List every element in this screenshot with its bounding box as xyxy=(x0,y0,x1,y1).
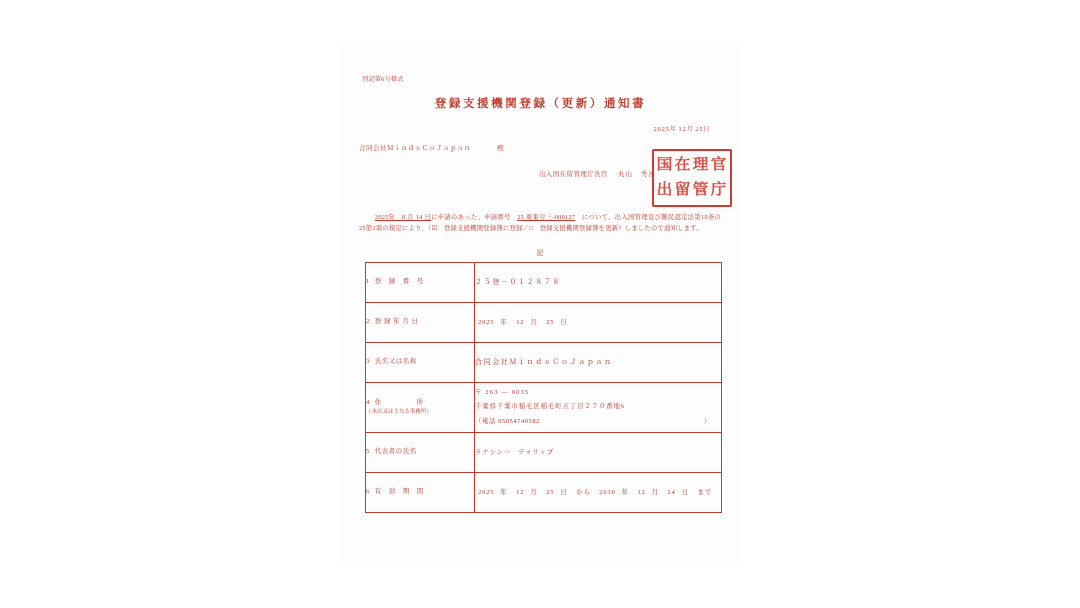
form-number: 別記第6号様式 xyxy=(362,76,404,83)
issue-date xyxy=(654,125,710,134)
row-label-registration-number xyxy=(366,263,475,303)
period-from-day: 25 xyxy=(546,488,555,496)
row-sublabel-text: （本店又は主たる事務所） xyxy=(366,409,432,416)
issue-date-day: 25 xyxy=(695,126,704,133)
row-label-text: 氏名又は名称 xyxy=(374,358,417,366)
telephone-line xyxy=(475,416,721,428)
seal-char-4: 出 xyxy=(657,182,673,198)
checkbox-registered-label: 登録支援機関登録簿に登録 xyxy=(443,225,523,233)
seal-characters xyxy=(656,153,728,203)
period-to-year-unit: 年 xyxy=(621,488,629,496)
row-label-name xyxy=(366,343,475,383)
row-label-address xyxy=(366,383,475,433)
table-row xyxy=(366,263,722,303)
checkbox-updated[interactable]: □ xyxy=(529,225,534,233)
table-row xyxy=(366,303,722,343)
telephone-label: （電話 xyxy=(475,417,496,425)
seal-char-5: 留 xyxy=(675,182,691,198)
row-number: 2 xyxy=(366,318,370,326)
checkbox-updated-label: 登録支援機関登録簿を更新 xyxy=(539,225,619,233)
row-number: 4 xyxy=(366,399,370,407)
row-label-representative xyxy=(366,433,475,473)
table-row xyxy=(366,383,722,433)
row-value-address xyxy=(475,383,722,433)
issue-date-day-unit: 日 xyxy=(703,126,710,133)
issue-date-month-unit: 月 xyxy=(686,126,694,133)
issuer-line xyxy=(539,170,656,180)
reg-date-day-unit: 日 xyxy=(560,318,568,326)
seal-char-0: 国 xyxy=(657,157,673,173)
official-seal-stamp xyxy=(652,149,732,207)
address-line: 千葉県千葉市稲毛区稲毛町五丁目２７０番地6 xyxy=(475,403,625,411)
seal-char-6: 管 xyxy=(693,182,709,198)
period-from-year-unit: 年 xyxy=(500,488,508,496)
row-value-valid-period xyxy=(475,473,722,513)
notification-document xyxy=(343,44,738,564)
telephone-close: ） xyxy=(704,417,711,425)
telephone-number: 05054740582 xyxy=(498,417,540,425)
postal-dash: — xyxy=(501,389,509,397)
page-title: 登録支援機関登録（更新）通知書 xyxy=(434,98,647,110)
registration-table xyxy=(365,262,722,513)
period-from-day-unit: 日 xyxy=(560,488,568,496)
period-from-suffix: から xyxy=(576,488,591,496)
application-number: 25 東東労三-000127 xyxy=(517,214,576,221)
period-from-month: 12 xyxy=(516,488,525,496)
row-label-text: 登 録 番 号 xyxy=(374,278,424,286)
law-reference: 出入国管理及び難民認定法第19条の25第2項の規定により xyxy=(359,214,722,233)
seal-char-2: 理 xyxy=(693,157,709,173)
row-value-registration-number: ２５登－０１２８７８ xyxy=(475,263,722,303)
row-label-text: 代表者の氏名 xyxy=(374,448,417,456)
row-label-text: 有 効 期 間 xyxy=(374,488,424,496)
reg-date-month-unit: 月 xyxy=(530,318,538,326)
row-number: 1 xyxy=(366,278,370,286)
reg-date-month: 12 xyxy=(516,318,525,326)
seal-char-1: 在 xyxy=(675,157,691,173)
seal-char-7: 庁 xyxy=(711,182,727,198)
ki-marker: 記 xyxy=(536,249,545,257)
period-to-day-unit: 日 xyxy=(681,488,689,496)
row-label-text: 住 所 xyxy=(374,399,424,407)
row-label-valid-period xyxy=(366,473,475,513)
period-to-suffix: まで xyxy=(697,488,713,496)
issuer-name: 丸山 秀治 xyxy=(618,171,656,178)
addressee-line xyxy=(359,144,504,154)
row-number: 6 xyxy=(366,488,370,496)
reg-date-year: 2025 xyxy=(478,318,495,326)
period-to-month-unit: 月 xyxy=(651,488,659,496)
addressee-name: 合同会社ＭｉｎｄｓＣｏＪａｐａｎ xyxy=(359,145,471,152)
application-date: 2025年 8 月 14 日 xyxy=(375,214,432,221)
body-paragraph: 2025年 8 月 14 日に申請のあった、申請番号 25 東東労三-000127 について、出入国管理及び難民認定法第19条の25第2項の規定により、（☑ 登録支援機関登録簿に登録／□ 登録支援機関登録簿を更新）しましたので通知します。 xyxy=(359,214,722,233)
postal-mark: 〒 xyxy=(475,389,483,397)
table-row xyxy=(366,433,722,473)
table-row xyxy=(366,473,722,513)
period-from-month-unit: 月 xyxy=(530,488,538,496)
issuer-title: 出入国在留管理庁長官 xyxy=(539,171,608,178)
row-number: 3 xyxy=(366,358,370,366)
table-row xyxy=(366,343,722,383)
issue-date-year-unit: 年 xyxy=(669,126,677,133)
period-to-day: 24 xyxy=(667,488,676,496)
reg-date-day: 25 xyxy=(546,318,555,326)
postal-code-1: 263 xyxy=(485,389,499,397)
issue-date-year: 2025 xyxy=(653,126,670,133)
row-value-representative: ラナシンハ デゥリップ xyxy=(475,433,722,473)
row-label-text: 登 録 年 月 日 xyxy=(374,318,419,326)
checkbox-registered[interactable]: ☑ xyxy=(431,225,438,233)
postal-line xyxy=(475,387,721,399)
addressee-honorific: 殿 xyxy=(497,145,504,152)
reg-date-year-unit: 年 xyxy=(500,318,508,326)
postal-code-2: 0035 xyxy=(511,389,530,397)
period-to-month: 12 xyxy=(637,488,646,496)
row-value-name: 合同会社ＭｉｎｄｓＣｏＪａｐａｎ xyxy=(475,343,722,383)
seal-char-3: 官 xyxy=(711,157,727,173)
period-from-year: 2025 xyxy=(478,488,495,496)
row-label-registration-date xyxy=(366,303,475,343)
issue-date-month: 12 xyxy=(678,126,687,133)
period-to-year: 2030 xyxy=(599,488,616,496)
row-number: 5 xyxy=(366,448,370,456)
row-value-registration-date xyxy=(475,303,722,343)
